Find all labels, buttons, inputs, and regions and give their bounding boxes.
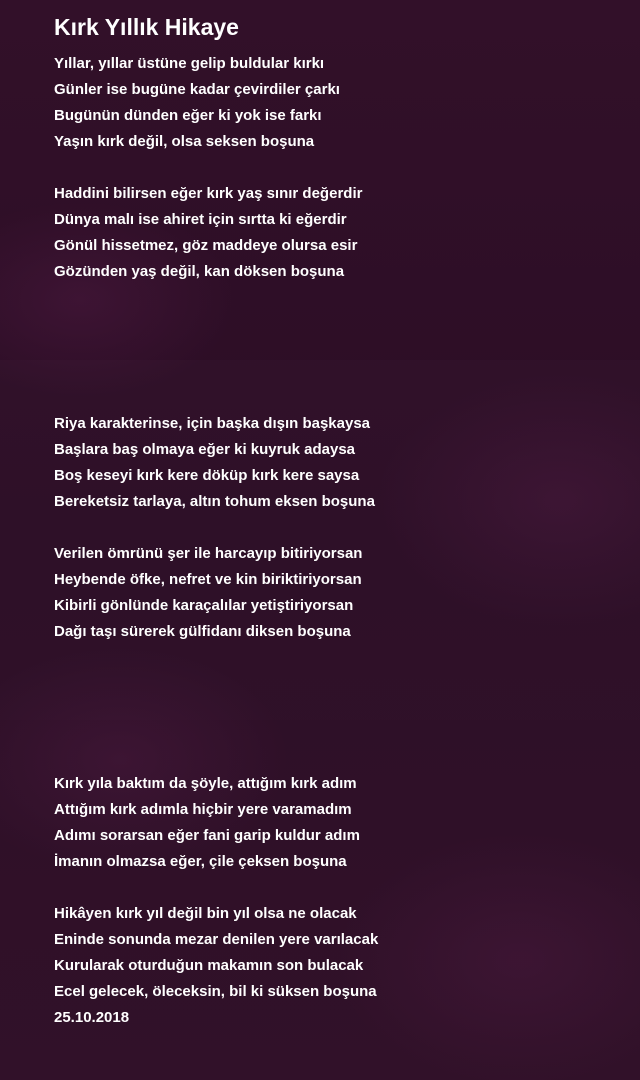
poem-line: Kırk yıla baktım da şöyle, attığım kırk adım [54,775,357,792]
poem-line: Yıllar, yıllar üstüne gelip buldular kırkı [54,55,325,72]
poem-line: Dünya malı ise ahiret için sırtta ki eğerdir [54,211,347,228]
poem-date: 25.10.2018 [54,1009,130,1026]
poem-line: İmanın olmazsa eğer, çile çeksen boşuna [54,853,347,870]
poem-line: Dağı taşı sürerek gülfidanı diksen boşuna [54,623,351,640]
poem-line: Eninde sonunda mezar denilen yere varılacak [54,931,379,948]
poem-line: Yaşın kırk değil, olsa seksen boşuna [54,133,315,150]
poem-line: Kibirli gönlünde karaçalılar yetiştiriyorsan [54,597,354,614]
poem-line: Haddini bilirsen eğer kırk yaş sınır değerdir [54,185,363,202]
poem-line: Gönül hissetmez, göz maddeye olursa esir [54,237,358,254]
poem-line: Hikâyen kırk yıl değil bin yıl olsa ne olacak [54,905,357,922]
poem-line: Adımı sorarsan eğer fani garip kuldur adım [54,827,360,844]
stanza-2 [54,181,362,285]
poem-title: Kırk Yıllık Hikaye [54,14,239,40]
poem-line: Riya karakterinse, için başka dışın başkaysa [54,415,371,432]
poem-line: Heybende öfke, nefret ve kin biriktiriyorsan [54,571,362,588]
poem-line: Kurularak oturduğun makamın son bulacak [54,957,364,974]
stanza-3 [54,411,375,515]
poem-line: Günler ise bugüne kadar çevirdiler çarkı [54,81,340,98]
poem-line: Verilen ömrünü şer ile harcayıp bitiriyorsan [54,545,363,562]
poem-line: Bugünün dünden eğer ki yok ise farkı [54,107,322,124]
poem-line: Ecel gelecek, öleceksin, bil ki süksen boşuna [54,983,377,1000]
stanza-4 [54,541,362,645]
poem-line: Başlara baş olmaya eğer ki kuyruk adaysa [54,441,356,458]
poem-line: Attığım kırk adımla hiçbir yere varamadım [54,801,352,818]
stanza-6 [54,901,378,1005]
stanza-5 [54,771,360,875]
stanza-1 [54,51,340,155]
poem-line: Boş keseyi kırk kere döküp kırk kere saysa [54,467,360,484]
poem-line: Gözünden yaş değil, kan döksen boşuna [54,263,345,280]
poem-line: Bereketsiz tarlaya, altın tohum eksen boşuna [54,493,375,510]
